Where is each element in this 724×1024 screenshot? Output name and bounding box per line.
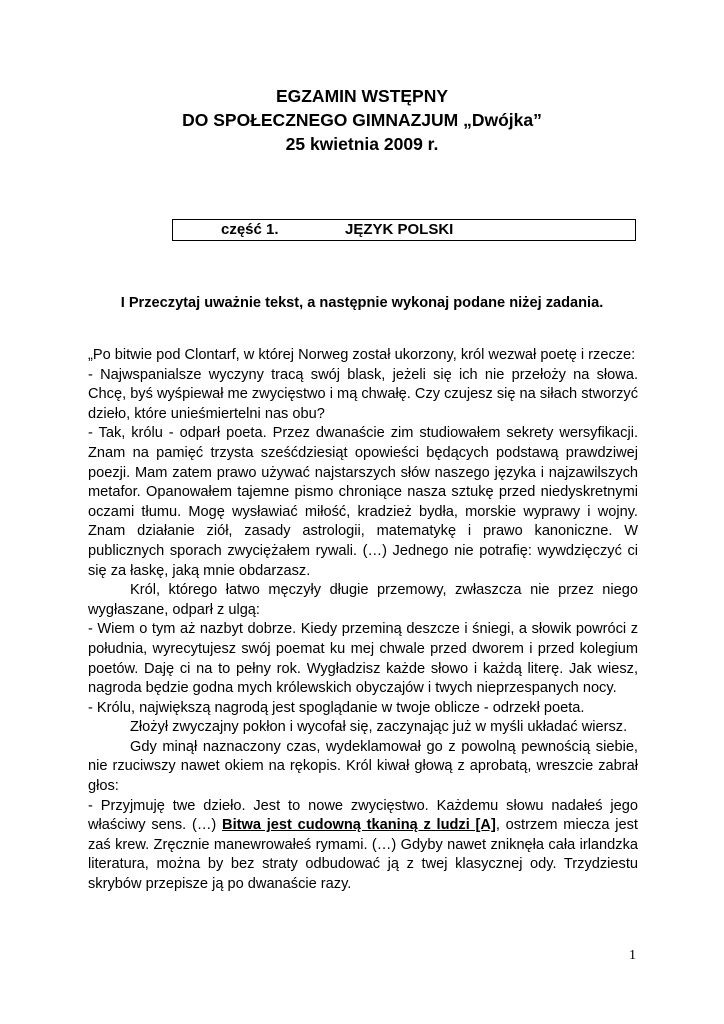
passage-paragraph-4: Król, którego łatwo męczyły długie przemowy, zwłaszcza nie przez niego wygłaszane, odparł z ulgą: — [88, 582, 638, 618]
task-instruction: I Przeczytaj uważnie tekst, a następnie wykonaj podane niżej zadania. — [120, 295, 604, 311]
page-number: 1 — [629, 948, 636, 963]
passage-paragraph-7: Złożył zwyczajny pokłon i wycofał się, zaczynając już w myśli układać wiersz. — [130, 719, 628, 736]
exam-title — [0, 84, 724, 156]
paragraph-9-end: , ostrzem miecza jest zaś krew. Zręcznie manewrowałeś rymami. (…) Gdyby nawet zniknęła cała irlandzka literatura, można by bez straty odbudować ją z twej klasycznej ody. Trzydziestu skrybów przepisze ją po dwanaście razy. — [88, 817, 638, 893]
passage-paragraph-1: „Po bitwie pod Clontarf, w której Norweg został ukorzony, król wezwał poetę i rzecze: — [88, 347, 636, 363]
passage-paragraph-3: - Tak, królu - odparł poeta. Przez dwanaście zim studiowałem sekrety wersyfikacji. Znam na pamięć trzysta sześćdziesiąt opowieści będących podstawą prawdziwej poezji. Mam zatem prawo używać najstarszych słów naszego języka i najzawilszych metafor. Opanowałem tajemne pismo chroniące nasza sztukę przed niedyskretnymi oczami tłumu. Mogę wysławiać miłość, kradzież bydła, morskie wyprawy i wojny. Znam działanie ziół, zasady astrologii, matematykę i prawo kanoniczne. W publicznych sporach zwyciężałem rywali. (…) Jednego nie potrafię: wywdzięczyć ci się za łaskę, jaką mnie obdarzasz. — [88, 425, 638, 579]
passage-paragraph-5: - Wiem o tym aż nazbyt dobrze. Kiedy przeminą deszcze i śniegi, a słowik powróci z południa, wyrecytujesz swój poemat ku mej chwale przed dworem i przed kolegium poetów. Daję ci na to pełny rok. Wygładzisz każde słowo i każdą literę. Jak wiesz, nagroda będzie godna mych królewskich obyczajów i twych nieprzespanych nocy. — [88, 621, 638, 697]
passage-paragraph-9 — [88, 797, 638, 895]
part-heading-box — [172, 219, 636, 241]
part-subject: JĘZYK POLSKI — [345, 221, 454, 238]
passage-paragraph-2: - Najwspanialsze wyczyny tracą swój blask, jeżeli się ich nie przełoży na słowa. Chcę, byś wyśpiewał me zwycięstwo i mą chwałę. Czy czujesz się na siłach stworzyć dzieło, które unieśmiertelni nas obu? — [88, 366, 638, 422]
part-number: część 1. — [221, 221, 279, 238]
title-line-1: EGZAMIN WSTĘPNY — [275, 86, 449, 106]
passage-paragraph-6: - Królu, największą nagrodą jest spoglądanie w twoje oblicze - odrzekł poeta. — [88, 699, 585, 716]
title-line-2: DO SPOŁECZNEGO GIMNAZJUM „Dwójka” — [182, 110, 542, 130]
underlined-phrase-a: Bitwa jest cudowną tkaniną z ludzi [A] — [222, 817, 496, 834]
paragraph-9-start: - Przyjmuję twe dzieło. Jest to nowe zwycięstwo. Każdemu słowu nadałeś jego właściwy sens. (…) — [88, 797, 638, 834]
passage-paragraph-8: Gdy minął naznaczony czas, wydeklamował go z powolną pewnością siebie, nie rzuciwszy nawet okiem na rękopis. Król kiwał głową z aprobatą, wreszcie zabrał głos: — [88, 738, 638, 795]
reading-passage — [88, 346, 638, 895]
title-line-3: 25 kwietnia 2009 r. — [285, 134, 439, 154]
